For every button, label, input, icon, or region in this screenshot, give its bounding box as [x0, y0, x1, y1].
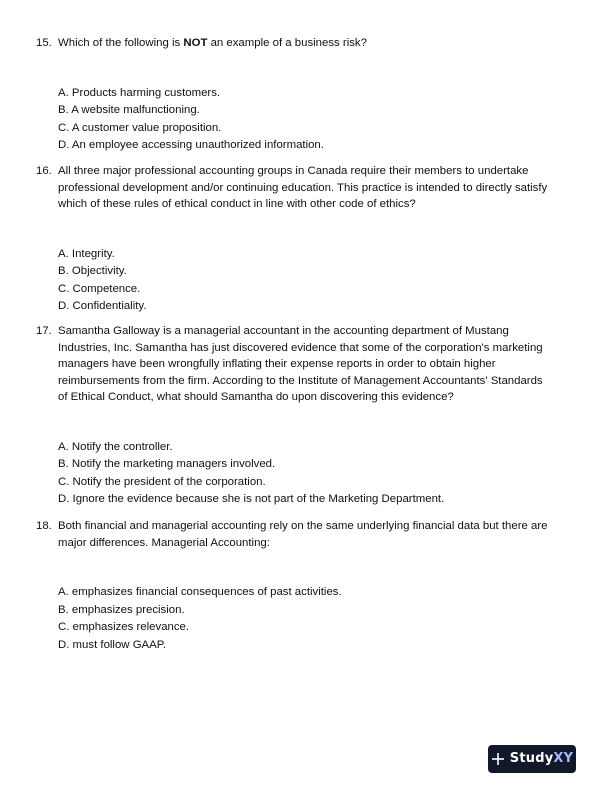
option-c: C. A customer value proposition. — [58, 121, 222, 134]
question-16 — [36, 163, 576, 316]
question-17 — [36, 323, 576, 509]
option-b: B. emphasizes precision. — [58, 603, 185, 616]
option-a: A. Products harming customers. — [58, 86, 221, 99]
question-text: Which of the following is NOT an example of a business risk? — [58, 37, 367, 49]
question-18 — [36, 518, 576, 654]
option-c: C. emphasizes relevance. — [58, 621, 190, 634]
option-a: A. Notify the controller. — [58, 440, 173, 453]
option-b: B. Notify the marketing managers involved. — [58, 458, 276, 471]
option-b: B. Objectivity. — [58, 265, 127, 278]
plus-cross-icon — [491, 752, 505, 766]
option-c: C. Notify the president of the corporation. — [58, 475, 266, 488]
question-number: 15. — [36, 37, 52, 49]
question-number: 18. — [36, 520, 52, 532]
brand-logo-text: StudyXY — [509, 750, 574, 766]
question-text: All three major professional accounting groups in Canada require their members to undertake professional development and/or continuing education. This practice is intended to directly satisfy which of these rules of ethical conduct in line with other code of ethics? — [58, 165, 548, 210]
question-text: Both financial and managerial accounting rely on the same underlying financial data but there are major differences. Managerial Accounting: — [58, 520, 548, 549]
option-d: D. An employee accessing unauthorized information. — [58, 139, 324, 152]
options-list — [58, 246, 576, 316]
option-a: A. emphasizes financial consequences of past activities. — [58, 586, 342, 598]
options-list — [58, 85, 576, 155]
option-a: A. Integrity. — [58, 247, 115, 260]
question-number: 17. — [36, 325, 52, 337]
option-b: B. A website malfunctioning. — [58, 104, 200, 117]
options-list — [58, 439, 576, 509]
studyxy-badge[interactable] — [488, 745, 576, 773]
option-d: D. Ignore the evidence because she is not part of the Marketing Department. — [58, 493, 445, 506]
option-d: D. Confidentiality. — [58, 300, 147, 313]
option-c: C. Competence. — [58, 282, 141, 295]
question-number: 16. — [36, 165, 52, 177]
options-list — [58, 584, 576, 654]
question-text: Samantha Galloway is a managerial accountant in the accounting department of Mustang Industries, Inc. Samantha has just discovered evidence that some of the corporation's marketing managers have been wrongfully inflating their expense reports in order to obtain higher reimbursements from the firm. According to the Institute of Management Accountants' Standards of Ethical Conduct, what should Samantha do upon discovering this evidence? — [58, 325, 543, 403]
question-15 — [36, 35, 576, 155]
option-d: D. must follow GAAP. — [58, 638, 167, 651]
